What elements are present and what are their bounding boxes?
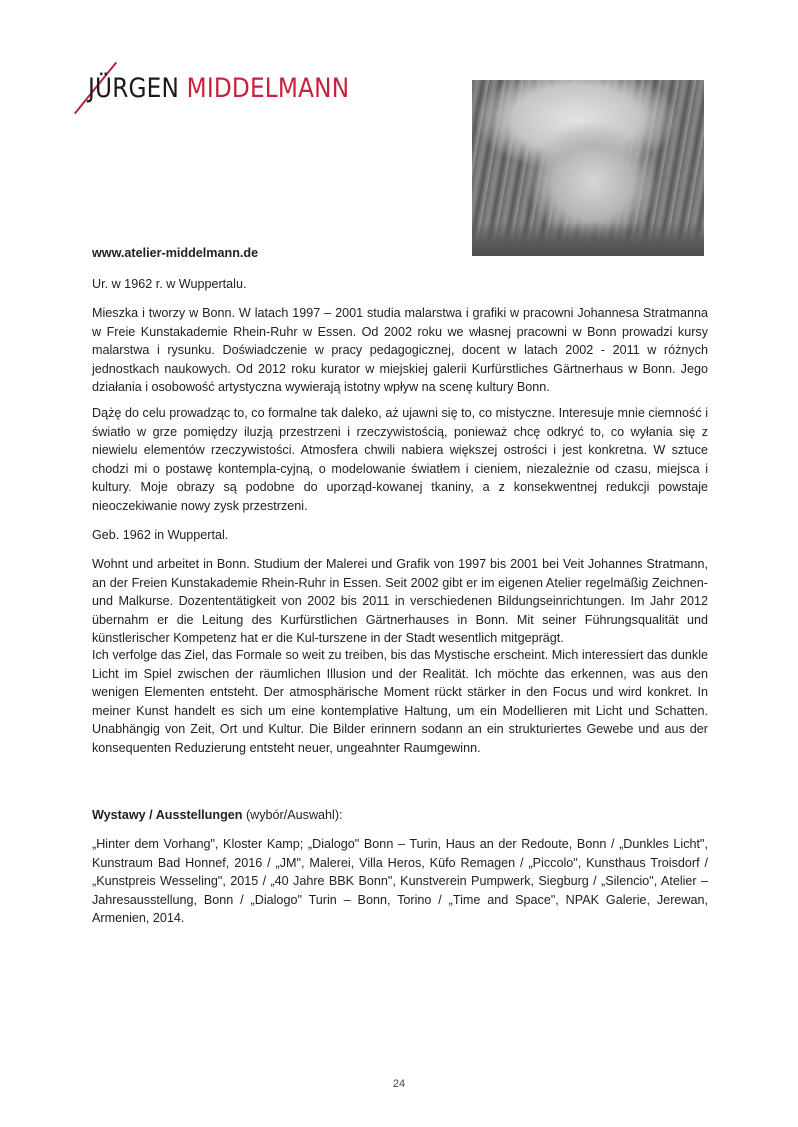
logo-last-name: MIDDELMANN bbox=[186, 73, 350, 104]
polish-born-line: Ur. w 1962 r. w Wuppertalu. bbox=[92, 277, 247, 291]
german-born-line: Geb. 1962 in Wuppertal. bbox=[92, 528, 229, 542]
artist-logo bbox=[88, 74, 349, 104]
page-number: 24 bbox=[392, 1078, 406, 1090]
website-link[interactable]: www.atelier-middelmann.de bbox=[92, 246, 259, 260]
polish-bio-paragraph: Mieszka i tworzy w Bonn. W latach 1997 – 2001 studia malarstwa i grafiki w pracowni Johannesa Stratmanna w Freie Kunstakademie Rhein-Ruhr w Essen. Od 2002 roku we własnej pracowni w Bonn prowadzi kursy malarstwa i rysunku. Doświadczenie w pracy pedagogicznej, docent w latach 2002 - 2011 w różnych jednostkach naukowych. Od 2012 roku kurator w miejskiej galerii Kurfürstliches Gärtnerhaus w Bonn. Jego działania i osobowość artystyczna wywierają istotny wpływ na scenę kultury Bonn. bbox=[92, 306, 708, 395]
exhibitions-heading-note: (wybór/Auswahl): bbox=[242, 808, 343, 822]
artist-portrait-photo bbox=[472, 80, 704, 256]
exhibitions-list-paragraph: „Hinter dem Vorhang", Kloster Kamp; „Dialogo" Bonn – Turin, Haus an der Redoute, Bonn / „Dunkles Licht", Kunstraum Bad Honnef, 2016 / „JM", Malerei, Villa Heros, Küfo Remagen / „Piccolo", Kunsthaus Troisdorf / „Kunstpreis Wesseling", 2015 / „40 Jahre BBK Bonn", Kunstverein Pumpwerk, Siegburg / „Silencio", Atelier – Jahresausstellung, Bonn / „Dialogo" Turin – Bonn, Torino / „Time and Space", NPAK Galerie, Jerewan, Armenien, 2014. bbox=[92, 837, 708, 926]
exhibitions-heading-bold: Wystawy / Ausstellungen bbox=[92, 808, 243, 822]
polish-statement-paragraph: Dążę do celu prowadząc to, co formalne tak daleko, aż ujawni się to, co mistyczne. Interesuje mnie ciemność i światło w grze pomiędzy iluzją przestrzeni i rzeczywistością, ponieważ chcę odkryć to, co wyłania się z niewielu elementów rzeczywistości. Atmosfera chwili nabiera większej ostrości i jest konkretna. W sztuce chodzi mi o postawę kontempla-cyjną, o modelowanie światłem i cieniem, niezależnie od czasu, miejsca i kultury. Moje obrazy są podobne do uporząd-kowanej tkaniny, a z konsekwentnej redukcji powstaje nieoczekiwanie nowy zysk przestrzeni. bbox=[92, 406, 708, 513]
logo-first-name: JÜRGEN bbox=[88, 73, 180, 104]
exhibitions-heading bbox=[92, 806, 708, 825]
german-bio-paragraph: Wohnt und arbeitet in Bonn. Studium der Malerei und Grafik von 1997 bis 2001 bei Veit Johannes Stratmann, an der Freien Kunstakademie Rhein-Ruhr in Essen. Seit 2002 gibt er im eigenen Atelier regelmäßig Zeichnen- und Malkurse. Dozententätigkeit von 2002 bis 2011 in verschiedenen Bildungseinrichtungen. Im Jahr 2012 übernahm er die Leitung des Kurfürstlichen Gärtnerhauses in Bonn. Mit seiner Führungsqualität und künstlerischer Kompetenz hat er die Kul-turszene in der Stadt wesentlich mitgeprägt. bbox=[92, 557, 708, 646]
german-statement-paragraph: Ich verfolge das Ziel, das Formale so weit zu treiben, bis das Mystische erscheint. Mich interessiert das dunkle Licht im Spiel zwischen der räumlichen Illusion und der Realität. Ich möchte das erkennen, was aus den wenigen Elementen entsteht. Der atmosphärische Moment rückt stärker in den Focus und wird konkret. In meiner Kunst handelt es sich um eine kontemplative Haltung, um ein Modellieren mit Licht und Schatten. Unabhängig von Zeit, Ort und Kultur. Die Bilder erinnern sodann an ein strukturiertes Gewebe und aus der konsequenten Reduzierung entsteht neuer, ungeahnter Raumgewinn. bbox=[92, 648, 708, 755]
